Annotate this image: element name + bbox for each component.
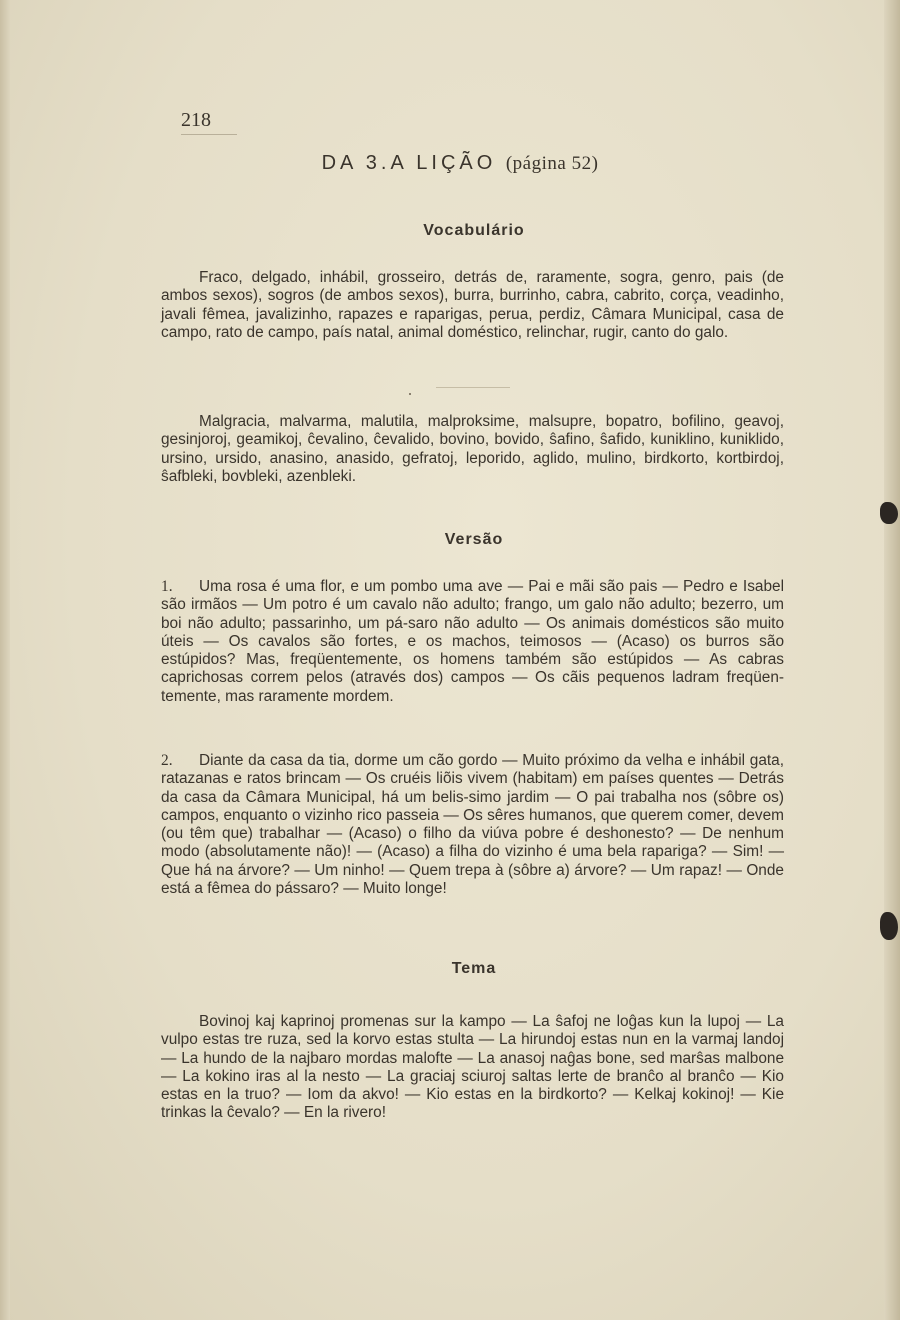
versao-item-text: Diante da casa da tia, dorme um cão gordo — Muito próximo da velha e inhábil gata, ratazanas e ratos brincam — Os cruéis liõis vivem (habitam) em países quentes — Detrás da casa da Câmara Municipal, há um belis-simo jardim — O pai trabalha nos (sôbre os) campos, enquanto o vizinho rico passeia — Os sêres humanos, que querem comer, devem (ou têm que) trabalhar — (Acaso) o filho da viúva pobre é deshonesto? — De nenhum modo (absolutamente não)! — (Acaso) a filha do vizinho é uma bela rapariga? — Sim! — Que há na árvore? — Um ninho! — Quem trepa à (sôbre a) árvore? — Um rapaz! — Onde está a fêmea do pássaro? — Muito longe! (161, 752, 784, 898)
versao-item-number: 2. (161, 752, 173, 769)
page-gutter-left (0, 0, 10, 1320)
esperanto-words-paragraph (161, 413, 784, 486)
versao-item (161, 578, 784, 706)
vocabulary-paragraph (161, 269, 784, 342)
section-heading-versao: Versão (444, 531, 504, 548)
page-number: 218 (181, 109, 237, 135)
lesson-title (0, 152, 900, 175)
page-edge-stain-mark (880, 502, 898, 524)
tema-paragraph (161, 1013, 784, 1123)
page-edge-stain-mark (880, 912, 898, 940)
tema-text: Bovinoj kaj kaprinoj promenas sur la kampo — La ŝafoj ne loĝas kun la lupoj — La vulpo estas tre ruza, sed la korvo estas stulta — La hirundoj estas nun en la varmaj landoj — La hundo de la najbaro mordas malofte — La anasoj naĝas bone, sed marŝas malbone — La kokino iras al la nesto — La graciaj sciuroj saltas lerte de branĉo al branĉo — Kio estas en la truo? — Iom da akvo! — Kio estas en la birdkorto? — Kelkaj kokinoj! — Kie trinkas la ĉevalo? — En la rivero! (161, 1013, 784, 1122)
lesson-title-main: DA 3.A LIÇÃO (321, 152, 497, 174)
section-heading-tema: Tema (451, 960, 497, 977)
lesson-title-sub: (página 52) (505, 153, 599, 174)
versao-item-text: Uma rosa é uma flor, e um pombo uma ave — Pai e mãi são pais — Pedro e Isabel são irmãos — Um potro é um cavalo não adulto; frango, um galo não adulto; bezerro, um boi não adulto; passarinho, um pá-saro não adulto — Os animais domésticos são muito úteis — Os cavalos são fortes, e os machos, teimosos — (Acaso) os burros são estúpidos? Mas, freqüentemente, os homens também são estúpidos — As cabras caprichosas correm pelos (através dos) campos — Os cãis pequenos ladram freqüen-temente, mas raramente mordem. (161, 578, 784, 705)
versao-item (161, 752, 784, 898)
section-heading-vocabulario: Vocabulário (423, 222, 525, 239)
page-edge-right (884, 0, 900, 1320)
versao-item-number: 1. (161, 578, 173, 595)
vocabulary-text: Fraco, delgado, inhábil, grosseiro, detrás de, raramente, sogra, genro, pais (de ambos sexos), sogros (de ambos sexos), burra, burrinho, cabra, cabrito, corça, veadinho, javali fêmea, javalizinho, rapazes e raparigas, perua, perdiz, Câmara Municipal, casa de campo, rato de campo, país natal, animal doméstico, relinchar, rugir, canto do galo. (161, 269, 784, 341)
esperanto-words-text: Malgracia, malvarma, malutila, malproksime, malsupre, bopatro, bofilino, geavoj, gesinjoroj, geamikoj, ĉevalino, ĉevalido, bovino, bovido, ŝafino, ŝafido, kuniklino, kuniklido, ursino, ursido, anasino, anasido, gefratoj, leporido, aglido, mulino, birdkorto, kortbirdoj, ŝafbleki, bovbleki, azenbleki. (161, 413, 784, 485)
divider-dot (409, 393, 411, 395)
section-divider (436, 387, 510, 388)
